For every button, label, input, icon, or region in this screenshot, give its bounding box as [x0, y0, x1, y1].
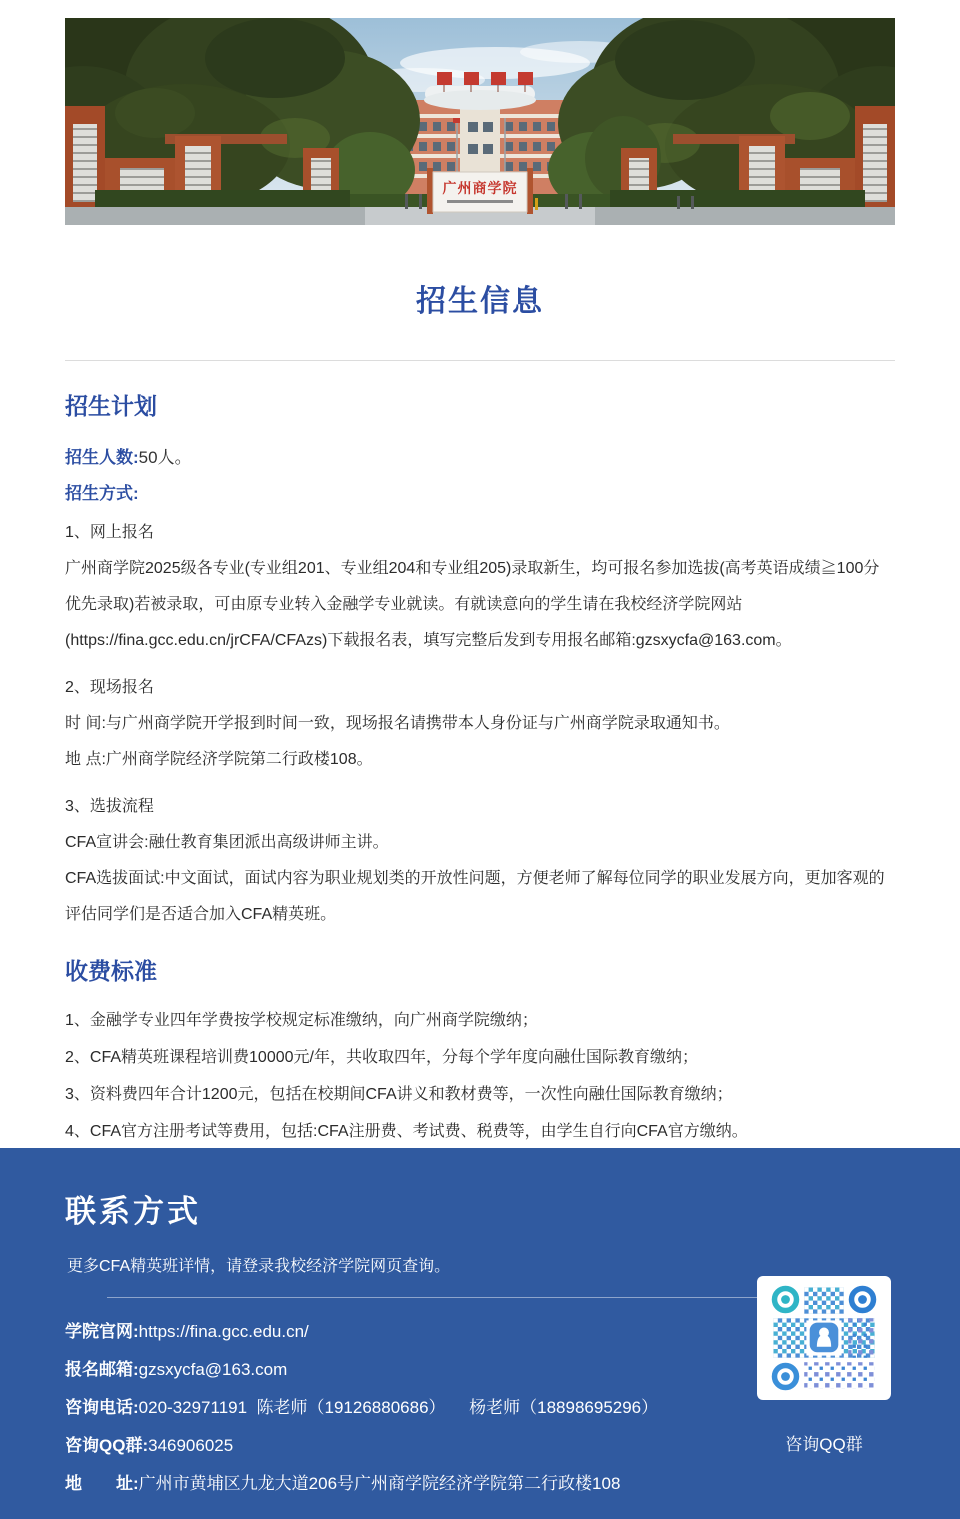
admission-method-label: 招生方式: [65, 484, 139, 503]
title-divider [65, 360, 895, 361]
method-text: 地 点:广州商学院经济学院第二行政楼108。 [65, 751, 373, 768]
campus-photo [65, 18, 895, 225]
gate-sign [427, 168, 533, 214]
phone-numbers: 020-32971191 陈老师（19126880686） 杨老师（18898695296） [138, 1398, 659, 1417]
fee-item: 2、CFA精英班课程培训费10000元/年，共收取四年，分每个学年度向融仕国际教育缴纳； [65, 1049, 698, 1066]
method-block-online [65, 515, 895, 659]
contact-row-address [65, 1465, 895, 1503]
method-block-selection [65, 789, 895, 933]
method-text: CFA选拔面试:中文面试，面试内容为职业规划类的开放性问题，方便老师了解每位同学的职业发展方向，更加客观的评估同学们是否适合加入CFA精英班。 [65, 870, 885, 923]
fee-item: 4、CFA官方注册考试等费用，包括:CFA注册费、考试费、税费等，由学生自行向CFA官方缴纳。 [65, 1123, 748, 1140]
contact-label: 学院官网: [65, 1322, 139, 1341]
contact-label: 咨询QQ群: [65, 1436, 149, 1455]
gate-sign-text: 广州商学院 [442, 180, 518, 196]
section-admission-plan-heading: 招生计划 [65, 393, 157, 419]
method-title: 3、选拔流程 [65, 798, 154, 815]
qr-caption: 咨询QQ群 [785, 1435, 863, 1454]
fee-item: 3、资料费四年合计1200元，包括在校期间CFA讲义和教材费等，一次性向融仕国际教育缴纳； [65, 1086, 733, 1103]
admission-count-value: 50人。 [138, 448, 192, 467]
contact-footer [0, 1148, 960, 1519]
qr-code-graphic [764, 1283, 884, 1393]
contact-label: 报名邮箱: [65, 1360, 139, 1379]
main-content [65, 388, 895, 1150]
admission-count-line [65, 447, 895, 469]
qq-group-qr-code [757, 1276, 891, 1400]
admission-count-label: 招生人数: [65, 448, 139, 467]
method-text: 时 间:与广州商学院开学报到时间一致，现场报名请携带本人身份证与广州商学院录取通知书。 [65, 715, 730, 732]
email-address: gzsxycfa@163.com [138, 1360, 288, 1379]
method-title: 2、现场报名 [65, 679, 154, 696]
qq-group-number: 346906025 [148, 1436, 234, 1455]
street-address: 广州市黄埔区九龙大道206号广州商学院经济学院第二行政楼108 [138, 1474, 621, 1493]
campus-photo-illustration [65, 18, 895, 225]
method-text: CFA宣讲会:融仕教育集团派出高级讲师主讲。 [65, 834, 389, 851]
admission-method-blocks [65, 515, 895, 933]
method-title: 1、网上报名 [65, 524, 154, 541]
method-text: 广州商学院2025级各专业(专业组201、专业组204和专业组205)录取新生，均可报名参加选拔(高考英语成绩≧100分优先录取)若被录取，可由原专业转入金融学专业就读。有就读意向的学生请在我校经济学院网站(https://fina.gcc.edu.cn/jrCFA/CFAzs)下载报名表，填写完整后发到专用报名邮箱:gzsxycfa@163.com。 [65, 560, 880, 649]
fee-list [65, 1002, 895, 1150]
contact-label: 地 址: [65, 1474, 139, 1493]
contact-label: 咨询电话: [65, 1398, 139, 1417]
page-title: 招生信息 [416, 285, 544, 318]
footer-divider [107, 1297, 765, 1298]
website-url: https://fina.gcc.edu.cn/ [138, 1322, 309, 1341]
section-fees-heading: 收费标准 [65, 958, 157, 984]
contact-heading: 联系方式 [65, 1194, 201, 1229]
contact-subtitle: 更多CFA精英班详情，请登录我校经济学院网页查询。 [67, 1258, 451, 1275]
fee-item: 1、金融学专业四年学费按学校规定标准缴纳，向广州商学院缴纳； [65, 1012, 538, 1029]
method-block-onsite [65, 670, 895, 778]
